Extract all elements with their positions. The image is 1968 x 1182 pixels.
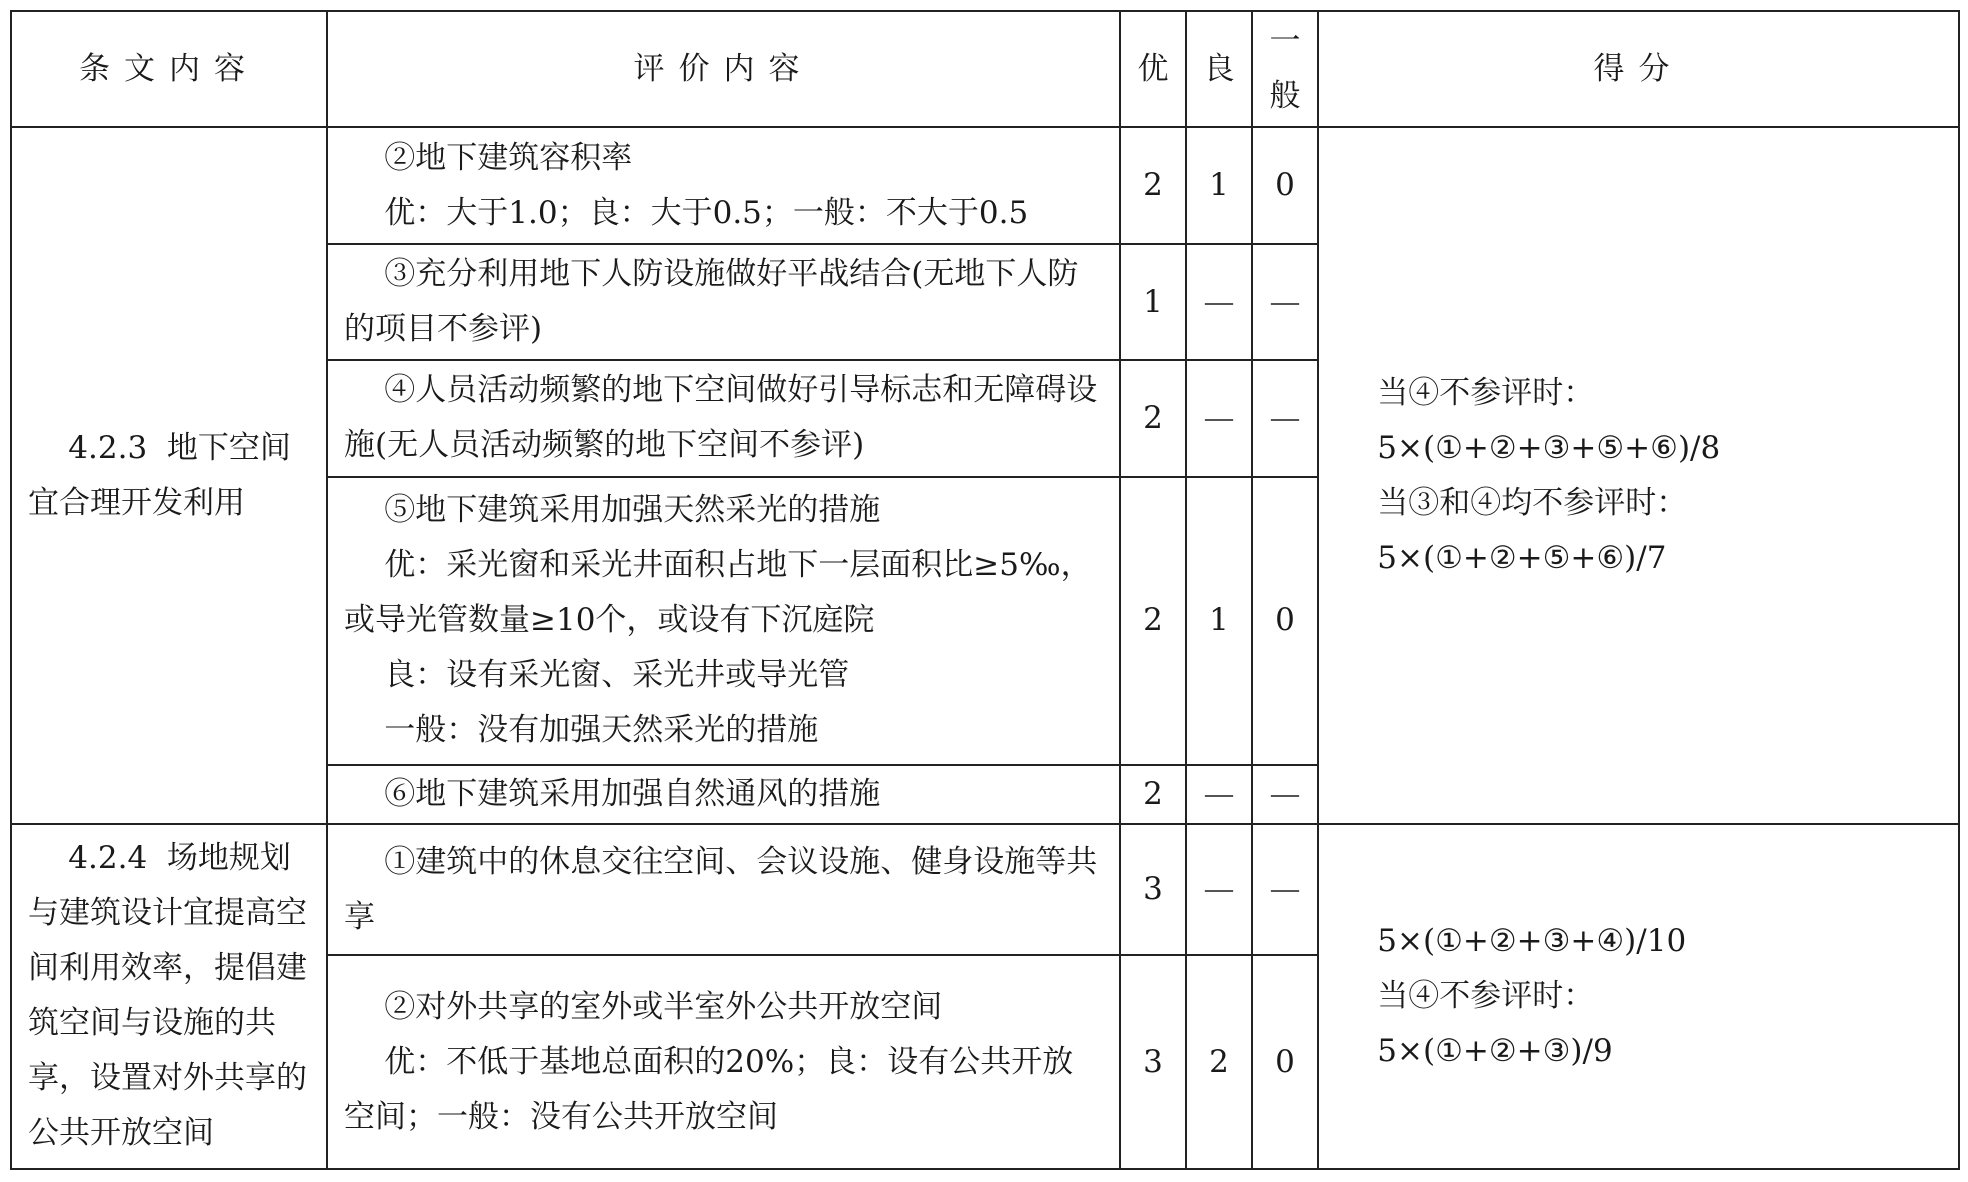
- content-line: 优：大于1.0；良：大于0.5；一般：不大于0.5: [384, 194, 1029, 231]
- score-line: 当④不参评时：: [1377, 374, 1595, 411]
- score-line: 5×(①+②+③+④)/10: [1377, 922, 1687, 959]
- table-row: [11, 824, 1959, 955]
- content-cell: [327, 765, 1120, 824]
- header-score: 得分: [1318, 11, 1959, 127]
- clause-text: 4.2.3 地下空间宜合理开发利用: [28, 429, 291, 521]
- evaluation-table: [10, 10, 1960, 1170]
- header-good: 良: [1186, 11, 1252, 127]
- general-value: —: [1252, 824, 1318, 955]
- score-cell: [1318, 127, 1959, 823]
- good-value: 2: [1186, 955, 1252, 1169]
- excellent-value: 2: [1120, 360, 1186, 476]
- content-cell: [327, 244, 1120, 360]
- content-line: ①建筑中的休息交往空间、会议设施、健身设施等共享: [344, 843, 1098, 935]
- table-row: [11, 127, 1959, 243]
- good-value: —: [1186, 360, 1252, 476]
- content-cell: [327, 127, 1120, 243]
- score-line: 5×(①+②+③)/9: [1377, 1032, 1613, 1069]
- content-cell: [327, 477, 1120, 765]
- excellent-value: 2: [1120, 477, 1186, 765]
- score-cell: [1318, 824, 1959, 1169]
- clause-cell: [11, 824, 327, 1169]
- score-line: 当③和④均不参评时：: [1377, 484, 1688, 521]
- content-line: ④人员活动频繁的地下空间做好引导标志和无障碍设施(无人员活动频繁的地下空间不参评): [344, 372, 1098, 464]
- content-line: ③充分利用地下人防设施做好平战结合(无地下人防的项目不参评): [344, 256, 1079, 348]
- content-line: 优：采光窗和采光井面积占地下一层面积比≥5‰，或导光管数量≥10个，或设有下沉庭院: [344, 547, 1092, 639]
- content-line: ⑤地下建筑采用加强天然采光的措施: [384, 492, 881, 529]
- good-value: —: [1186, 824, 1252, 955]
- good-value: —: [1186, 765, 1252, 824]
- score-line: 5×(①+②+③+⑤+⑥)/8: [1377, 429, 1721, 466]
- excellent-value: 2: [1120, 765, 1186, 824]
- good-value: 1: [1186, 127, 1252, 243]
- content-cell: [327, 824, 1120, 955]
- general-value: 0: [1252, 127, 1318, 243]
- good-value: 1: [1186, 477, 1252, 765]
- header-content: 评价内容: [327, 11, 1120, 127]
- general-value: —: [1252, 360, 1318, 476]
- clause-text: 4.2.4 场地规划与建筑设计宜提高空间利用效率，提倡建筑空间与设施的共享，设置对外共享的公共开放空间: [28, 840, 307, 1152]
- content-line: ⑥地下建筑采用加强自然通风的措施: [384, 775, 881, 812]
- general-value: —: [1252, 244, 1318, 360]
- excellent-value: 1: [1120, 244, 1186, 360]
- header-general: 一般: [1252, 11, 1318, 127]
- general-value: 0: [1252, 955, 1318, 1169]
- excellent-value: 3: [1120, 955, 1186, 1169]
- excellent-value: 3: [1120, 824, 1186, 955]
- content-cell: [327, 360, 1120, 476]
- score-line: 当④不参评时：: [1377, 977, 1595, 1014]
- content-line: 优：不低于基地总面积的20%；良：设有公共开放空间；一般：没有公共开放空间: [344, 1043, 1074, 1135]
- content-line: ②对外共享的室外或半室外公共开放空间: [384, 988, 943, 1025]
- general-value: 0: [1252, 477, 1318, 765]
- excellent-value: 2: [1120, 127, 1186, 243]
- score-line: 5×(①+②+⑤+⑥)/7: [1377, 539, 1667, 576]
- good-value: —: [1186, 244, 1252, 360]
- general-value: —: [1252, 765, 1318, 824]
- header-clause: 条文内容: [11, 11, 327, 127]
- content-line: ②地下建筑容积率: [384, 139, 633, 176]
- content-line: 良：设有采光窗、采光井或导光管: [384, 657, 850, 694]
- clause-cell: [11, 127, 327, 823]
- content-line: 一般：没有加强天然采光的措施: [384, 712, 819, 749]
- content-cell: [327, 955, 1120, 1169]
- header-excellent: 优: [1120, 11, 1186, 127]
- header-row: [11, 11, 1959, 127]
